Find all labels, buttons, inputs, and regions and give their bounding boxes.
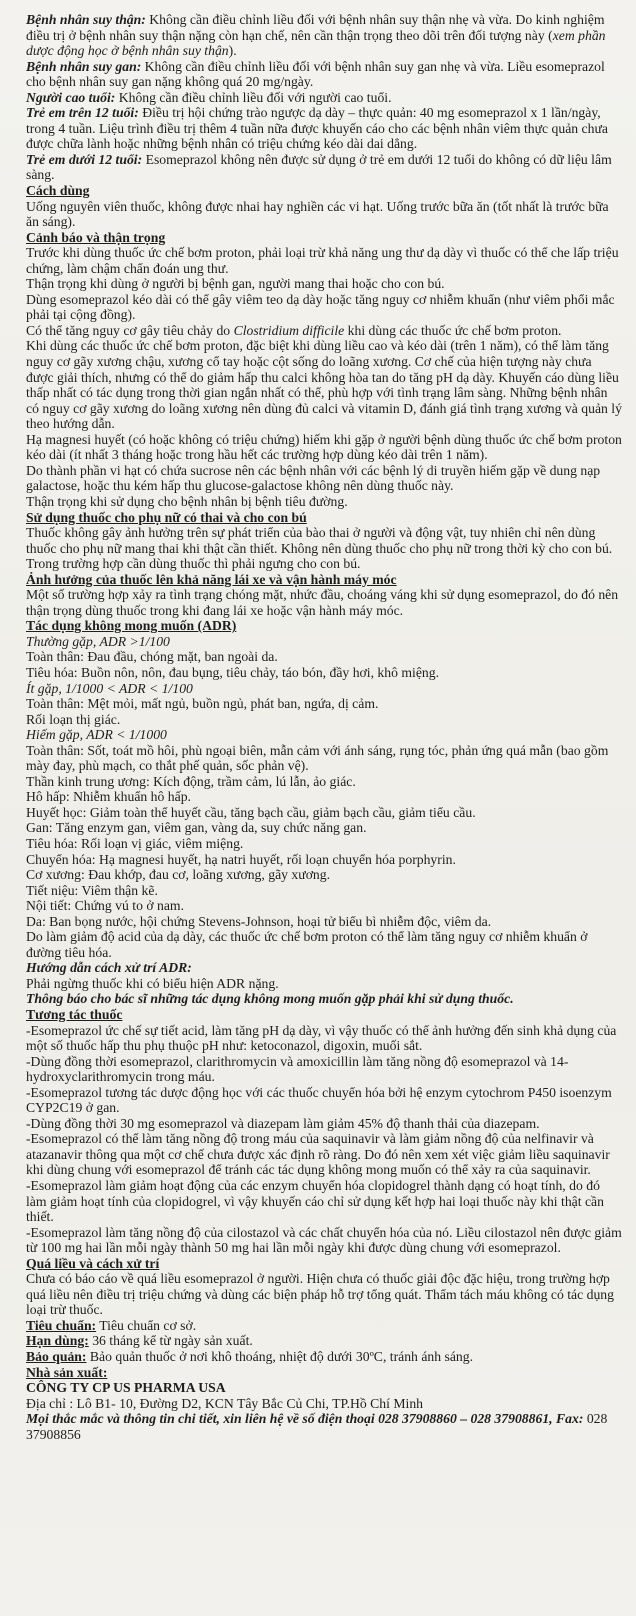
adr-uncommon-label: Ít gặp, 1/1000 < ADR < 1/100 bbox=[26, 680, 193, 696]
warnings-heading: Cảnh báo và thận trọng bbox=[26, 229, 166, 245]
adr-rare-label: Hiếm gặp, ADR < 1/1000 bbox=[26, 727, 167, 743]
driving-text: Một số trường hợp xảy ra tình trạng chóng mặt, nhức đầu, choáng váng khi sử dụng esomeprazol, do đó nên thận trọng dùng thuốc trong khi đang lái xe hoặc vận hành máy móc. bbox=[26, 587, 619, 618]
storage-line bbox=[26, 1349, 622, 1365]
adr-rare-item: Gan: Tăng enzym gan, viêm gan, vàng da, suy chức năng gan. bbox=[26, 820, 367, 836]
adr-notice: Thông báo cho bác sĩ những tác dụng không mong muốn gặp phải khi sử dụng thuốc. bbox=[26, 991, 514, 1007]
standard-line bbox=[26, 1318, 622, 1334]
warnings-p2: Thận trọng khi dùng ở người bị bệnh gan, người mang thai hoặc cho con bú. bbox=[26, 276, 445, 292]
elderly-label: Người cao tuổi: bbox=[26, 89, 116, 105]
adr-rare-item: Thần kinh trung ương: Kích động, trầm cảm, lú lẫn, ảo giác. bbox=[26, 773, 356, 789]
adr-rare-item: Nội tiết: Chứng vú to ở nam. bbox=[26, 898, 184, 914]
manufacturer-contact-text: Mọi thắc mắc và thông tin chi tiết, xin liên hệ về số điện thoại 028 37908860 – 028 37908861, bbox=[26, 1411, 557, 1427]
warnings-p6: Hạ magnesi huyết (có hoặc không có triệu chứng) hiếm khi gặp ở người bệnh dùng thuốc ức chế bơm proton kéo dài (ít nhất 3 tháng hoặc trong hầu hết các trường hợp dùng kéo dài trên 1 năm). bbox=[26, 431, 622, 463]
elderly-paragraph bbox=[26, 90, 622, 106]
adr-uncommon-item: Rối loạn thị giác. bbox=[26, 711, 121, 727]
interaction-item: -Esomeprazol ức chế sự tiết acid, làm tăng pH dạ dày, vì vậy thuốc có thể ảnh hưởng đến sinh khả dụng của một số thuốc hấp thu phụ thuộc pH như: ketoconazol, digoxin, muối sắt. bbox=[26, 1022, 617, 1054]
children-over12-paragraph bbox=[26, 105, 622, 152]
manufacturer-company: CÔNG TY CP US PHARMA USA bbox=[26, 1380, 226, 1396]
warnings-p4-text-b: khi dùng các thuốc ức chế bơm proton. bbox=[344, 322, 562, 338]
interaction-item: -Esomeprazol làm tăng nồng độ của cilostazol và các chất chuyển hóa của nó. Liều cilostazol nên được giảm từ 100 mg hai lần mỗi ngày thành 50 mg hai lần mỗi ngày khi được dùng chung với esomeprazol. bbox=[26, 1224, 622, 1256]
adr-common-item: Toàn thân: Đau đầu, chóng mặt, ban ngoài da. bbox=[26, 649, 278, 665]
manufacturer-heading: Nhà sản xuất: bbox=[26, 1364, 108, 1380]
adr-rare-item: Hô hấp: Nhiễm khuẩn hô hấp. bbox=[26, 789, 191, 805]
interaction-item: -Esomeprazol tương tác dược động học với các thuốc chuyển hóa bởi hệ enzym cytochrom P450 isoenzym CYP2C19 ở gan. bbox=[26, 1084, 612, 1116]
shelf-life-label: Hạn dùng: bbox=[26, 1333, 89, 1349]
hepatic-paragraph bbox=[26, 59, 622, 90]
manufacturer-fax-label: Fax: bbox=[556, 1411, 584, 1427]
warnings-p4-organism: Clostridium difficile bbox=[233, 322, 345, 338]
warnings-p8: Thận trọng khi sử dụng cho bệnh nhân bị bệnh tiêu đường. bbox=[26, 493, 348, 509]
adr-rare-item: Cơ xương: Đau khớp, đau cơ, loãng xương, gãy xương. bbox=[26, 867, 331, 883]
adr-common-item: Tiêu hóa: Buồn nôn, nôn, đau bụng, tiêu chảy, táo bón, đầy hơi, khô miệng. bbox=[26, 664, 440, 680]
manufacturer-fax: 028 37908856 bbox=[26, 1411, 608, 1442]
renal-text-2: ). bbox=[228, 43, 237, 59]
standard-label: Tiêu chuẩn: bbox=[26, 1317, 97, 1333]
adr-common-label: Thường gặp, ADR >1/100 bbox=[26, 633, 170, 649]
storage-text: Bảo quản thuốc ở nơi khô thoáng, nhiệt độ dưới 30ºC, tránh ánh sáng. bbox=[86, 1349, 474, 1365]
overdose-text: Chưa có báo cáo về quá liều esomeprazol ở người. Hiện chưa có thuốc giải độc đặc hiệu, trong trường hợp quá liều nên điều trị triệu chứng và dùng các biện pháp hỗ trợ tổng quát. Thẩm tách máu không có tác dụng loại trừ thuốc. bbox=[26, 1271, 614, 1318]
standard-text: Tiêu chuẩn cơ sở. bbox=[96, 1317, 197, 1333]
warnings-p4-text-a: Có thể tăng nguy cơ gây tiêu chảy do bbox=[26, 322, 234, 338]
elderly-text: Không cần điều chỉnh liều đối với người cao tuổi. bbox=[115, 89, 392, 105]
hepatic-label: Bệnh nhân suy gan: bbox=[26, 58, 142, 74]
adr-rare-item: Huyết học: Giảm toàn thể huyết cầu, tăng bạch cầu, giảm bạch cầu, giảm tiểu cầu. bbox=[26, 804, 476, 820]
pregnancy-text: Thuốc không gây ảnh hưởng trên sự phát triển của bào thai ở người và động vật, tuy nhiên chỉ nên dùng thuốc cho phụ nữ mang thai khi thật cần thiết. Không nên dùng thuốc cho phụ nữ trong thời kỳ cho con bú. Trong trường hợp cần dùng thuốc thì phải ngưng cho con bú. bbox=[26, 525, 613, 572]
shelf-life-text: 36 tháng kể từ ngày sản xuất. bbox=[88, 1333, 253, 1349]
children-under12-label: Trẻ em dưới 12 tuổi: bbox=[26, 151, 143, 167]
manufacturer-contact bbox=[26, 1411, 622, 1442]
shelf-life-line bbox=[26, 1333, 622, 1349]
children-over12-text: Điều trị hội chứng trào ngược dạ dày – thực quản: 40 mg esomeprazol x 1 lần/ngày, trong 4 tuần. Liệu trình điều trị thêm 4 tuần nữa được khuyến cáo cho các bệnh nhân viêm thực quản chưa được chữa lành hoặc những bệnh nhân có triệu chứng kéo dài dai dẳng. bbox=[26, 105, 608, 152]
renal-text-1: Không cần điều chỉnh liều đối với bệnh nhân suy thận nhẹ và vừa. Do kinh nghiệm điều trị ở bệnh nhân suy thận nặng còn hạn chế, nên cần thận trọng theo dõi trên đối tượng này ( bbox=[26, 12, 605, 43]
adr-rare-item: Chuyển hóa: Hạ magnesi huyết, hạ natri huyết, rối loạn chuyển hóa porphyrin. bbox=[26, 851, 456, 867]
hepatic-text: Không cần điều chỉnh liều đối với bệnh nhân suy gan nhẹ và vừa. Liều esomeprazol cho bệnh nhân suy gan nặng không quá 20 mg/ngày. bbox=[26, 58, 605, 90]
renal-paragraph bbox=[26, 12, 622, 59]
renal-reference: xem phần dược động học ở bệnh nhân suy thận bbox=[26, 27, 606, 59]
warnings-p7: Do thành phần vi hạt có chứa sucrose nên các bệnh nhân với các bệnh lý di truyền hiếm gặp về dung nạp galactose, hoặc thu kém hấp thu glucose-galactose không nên dùng thuốc này. bbox=[26, 462, 601, 494]
adr-uncommon-item: Toàn thân: Mệt mỏi, mất ngủ, buồn ngủ, phát ban, ngứa, dị cảm. bbox=[26, 696, 379, 712]
pregnancy-heading: Sử dụng thuốc cho phụ nữ có thai và cho con bú bbox=[26, 509, 307, 525]
usage-text: Uống nguyên viên thuốc, không được nhai hay nghiền các vi hạt. Uống trước bữa ăn (tốt nhất là trước bữa ăn sáng). bbox=[26, 198, 609, 230]
overdose-heading: Quá liều và cách xử trí bbox=[26, 1255, 160, 1271]
adr-rare-item: Da: Ban bọng nước, hội chứng Stevens-Johnson, hoại tử biểu bì nhiễm độc, viêm da. bbox=[26, 913, 492, 929]
children-under12-text: Esomeprazol không nên được sử dụng ở trẻ em dưới 12 tuổi do không có dữ liệu lâm sàng. bbox=[26, 151, 612, 183]
warnings-p4 bbox=[26, 323, 622, 339]
adr-guidance-text: Phải ngừng thuốc khi có biểu hiện ADR nặng. bbox=[26, 975, 279, 991]
interaction-item: -Esomeprazol làm giảm hoạt động của các enzym chuyển hóa clopidogrel thành dạng có hoạt tính, do đó làm giảm hoạt tính của clopidogrel, vì vậy khuyến cáo chỉ sử dụng kết hợp hai loại thuốc này khi thật cần thiết. bbox=[26, 1178, 604, 1225]
adr-rare-item: Do làm giảm độ acid của dạ dày, các thuốc ức chế bơm proton có thể làm tăng nguy cơ nhiễm khuẩn ở đường tiêu hóa. bbox=[26, 929, 588, 960]
children-under12-paragraph bbox=[26, 152, 622, 183]
driving-heading: Ảnh hưởng của thuốc lên khả năng lái xe và vận hành máy móc bbox=[26, 571, 397, 587]
adr-rare-item: Toàn thân: Sốt, toát mồ hôi, phù ngoại biên, mẫn cảm với ánh sáng, rụng tóc, phản ứng quá mẫn (bao gồm mày đay, phù mạch, co thắt phế quản, sốc phản vệ). bbox=[26, 742, 609, 774]
usage-heading: Cách dùng bbox=[26, 183, 90, 199]
adr-rare-item: Tiết niệu: Viêm thận kẽ. bbox=[26, 882, 158, 898]
adr-rare-item: Tiêu hóa: Rối loạn vị giác, viêm miệng. bbox=[26, 835, 244, 851]
warnings-p5: Khi dùng các thuốc ức chế bơm proton, đặc biệt khi dùng liều cao và kéo dài (trên 1 năm), có thể làm tăng nguy cơ gãy xương chậu, xương cổ tay hoặc cột sống do loãng xương. Cơ chế của hiện tượng này chưa được giải thích, nhưng có thể do giảm hấp thu calci không hòa tan do tăng pH dạ dày. Khuyến cáo dùng liều thấp nhất có tác dụng trong thời gian ngắn nhất có thể, phù hợp với tình trạng lâm sàng. Những bệnh nhân có nguy cơ gãy xương do loãng xương nên dùng đủ calci và vitamin D, đánh giá tình trạng xương và quản lý theo hướng dẫn. bbox=[26, 338, 622, 432]
storage-label: Bảo quản: bbox=[26, 1349, 87, 1365]
warnings-p1: Trước khi dùng thuốc ức chế bơm proton, phải loại trừ khả năng ung thư dạ dày vì thuốc có thể che lấp triệu chứng, làm chậm chẩn đoán ung thư. bbox=[26, 245, 619, 276]
adr-guidance-label: Hướng dẫn cách xử trí ADR: bbox=[26, 960, 192, 976]
warnings-p3: Dùng esomeprazol kéo dài có thể gây viêm teo dạ dày hoặc tăng nguy cơ nhiễm khuẩn (như viêm phổi mắc phải tại cộng đồng). bbox=[26, 291, 615, 323]
interaction-item: -Dùng đồng thời 30 mg esomeprazol và diazepam làm giảm 45% độ thanh thải của diazepam. bbox=[26, 1115, 540, 1131]
interactions-heading: Tương tác thuốc bbox=[26, 1007, 123, 1022]
children-over12-label: Trẻ em trên 12 tuổi: bbox=[26, 105, 139, 121]
renal-label: Bệnh nhân suy thận: bbox=[26, 12, 146, 27]
manufacturer-address: Địa chỉ : Lô B1- 10, Đường D2, KCN Tây Bắc Củ Chi, TP.Hồ Chí Minh bbox=[26, 1395, 424, 1411]
interaction-item: -Esomeprazol có thể làm tăng nồng độ trong máu của saquinavir và làm giảm nồng độ của nelfinavir và atazanavir thông qua một cơ chế chưa được xác định rõ ràng. Do đó nên xem xét việc giảm liều saquinavir khi dùng chung với esomeprazol để tránh các tác dụng không mong muốn có thể xảy ra của saquinavir. bbox=[26, 1131, 610, 1178]
interaction-item: -Dùng đồng thời esomeprazol, clarithromycin và amoxicillin làm tăng nồng độ esomeprazol và 14-hydroxyclarithromycin trong máu. bbox=[26, 1053, 569, 1085]
adr-heading: Tác dụng không mong muốn (ADR) bbox=[26, 618, 237, 634]
